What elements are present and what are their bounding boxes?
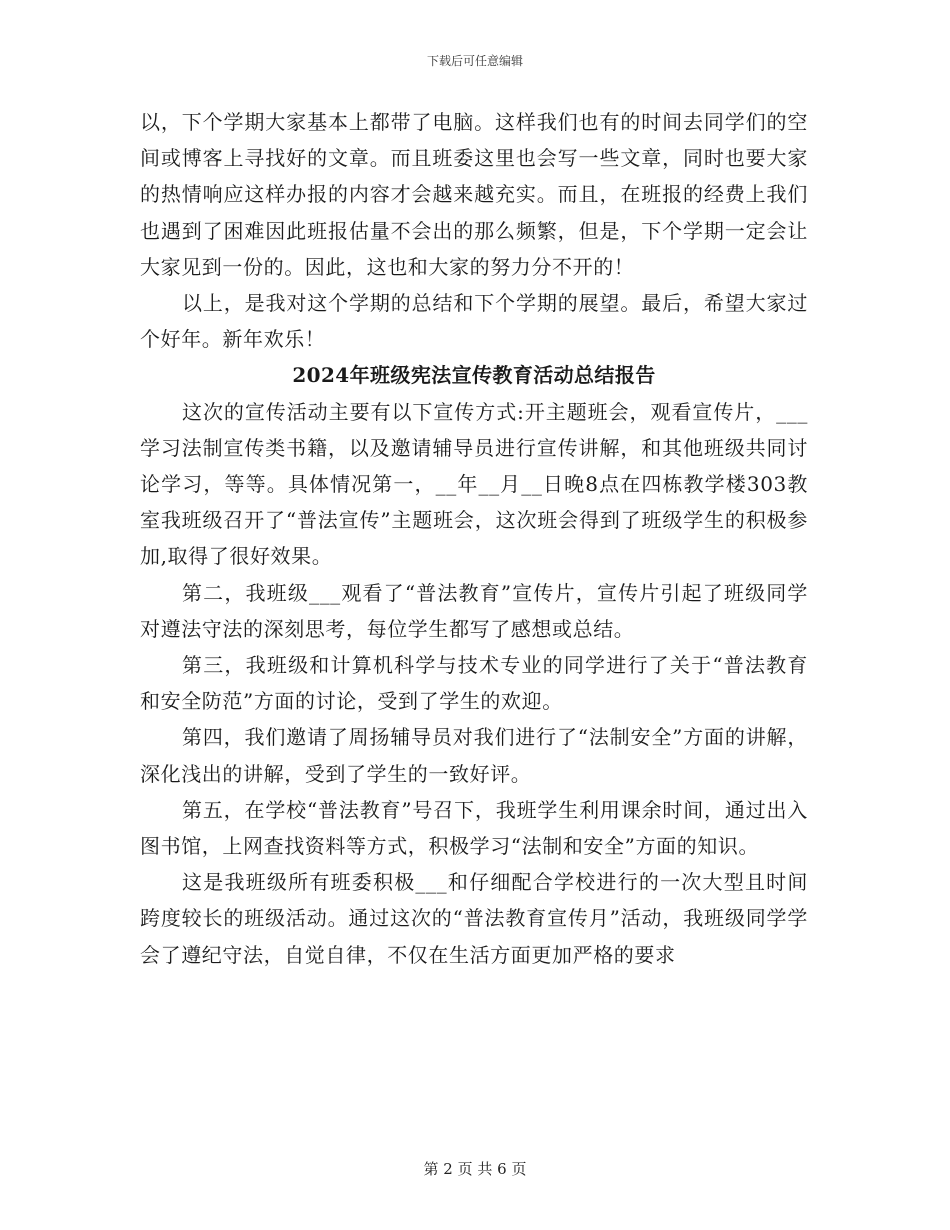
paragraph-activity-intro: 这次的宣传活动主要有以下宣传方式:开主题班会，观看宣传片，___学习法制宣传类书籍，以及邀请辅导员进行宣传讲解，和其他班级共同讨论学习，等等。具体情况第一，__年__月__日晚8点在四栋教学楼303教室我班级召开了“普法宣传”主题班会，这次班会得到了班级学生的积极参加,取得了很好效果。: [140, 399, 808, 569]
document-title: 2024年班级宪法宣传教育活动总结报告: [292, 363, 656, 388]
paragraph-fourth: 第四，我们邀请了周扬辅导员对我们进行了“法制安全”方面的讲解，深化浅出的讲解，受到了学生的一致好评。: [140, 725, 808, 786]
paragraph-closing: 以上，是我对这个学期的总结和下个学期的展望。最后，希望大家过个好年。新年欢乐！: [140, 291, 808, 352]
paragraph-fifth: 第五，在学校“普法教育”号召下，我班学生利用课余时间，通过出入图书馆，上网查找资料等方式，积极学习“法制和安全”方面的知识。: [140, 797, 808, 859]
paragraph-summary: 这是我班级所有班委积极___和仔细配合学校进行的一次大型且时间跨度较长的班级活动。通过这次的“普法教育宣传月”活动，我班级同学学会了遵纪守法，自觉自律，不仅在生活方面更加严格的要求: [140, 870, 808, 967]
paragraph-continuation: 以，下个学期大家基本上都带了电脑。这样我们也有的时间去同学们的空间或博客上寻找好的文章。而且班委这里也会写一些文章，同时也要大家的热情响应这样办报的内容才会越来越充实。而且，在班报的经费上我们也遇到了困难因此班报估量不会出的那么频繁，但是，下个学期一定会让大家见到一份的。因此，这也和大家的努力分不开的！: [140, 110, 808, 279]
page-number: 第 2 页 共 6 页: [423, 1160, 527, 1178]
page-header-note: 下载后可任意编辑: [426, 54, 523, 68]
paragraph-second: 第二，我班级___观看了“普法教育”宣传片，宣传片引起了班级同学对遵法守法的深刻思考，每位学生都写了感想或总结。: [140, 580, 808, 641]
document-body: [140, 104, 808, 973]
paragraph-third: 第三，我班级和计算机科学与技术专业的同学进行了关于“普法教育和安全防范”方面的讨论，受到了学生的欢迎。: [140, 653, 808, 714]
